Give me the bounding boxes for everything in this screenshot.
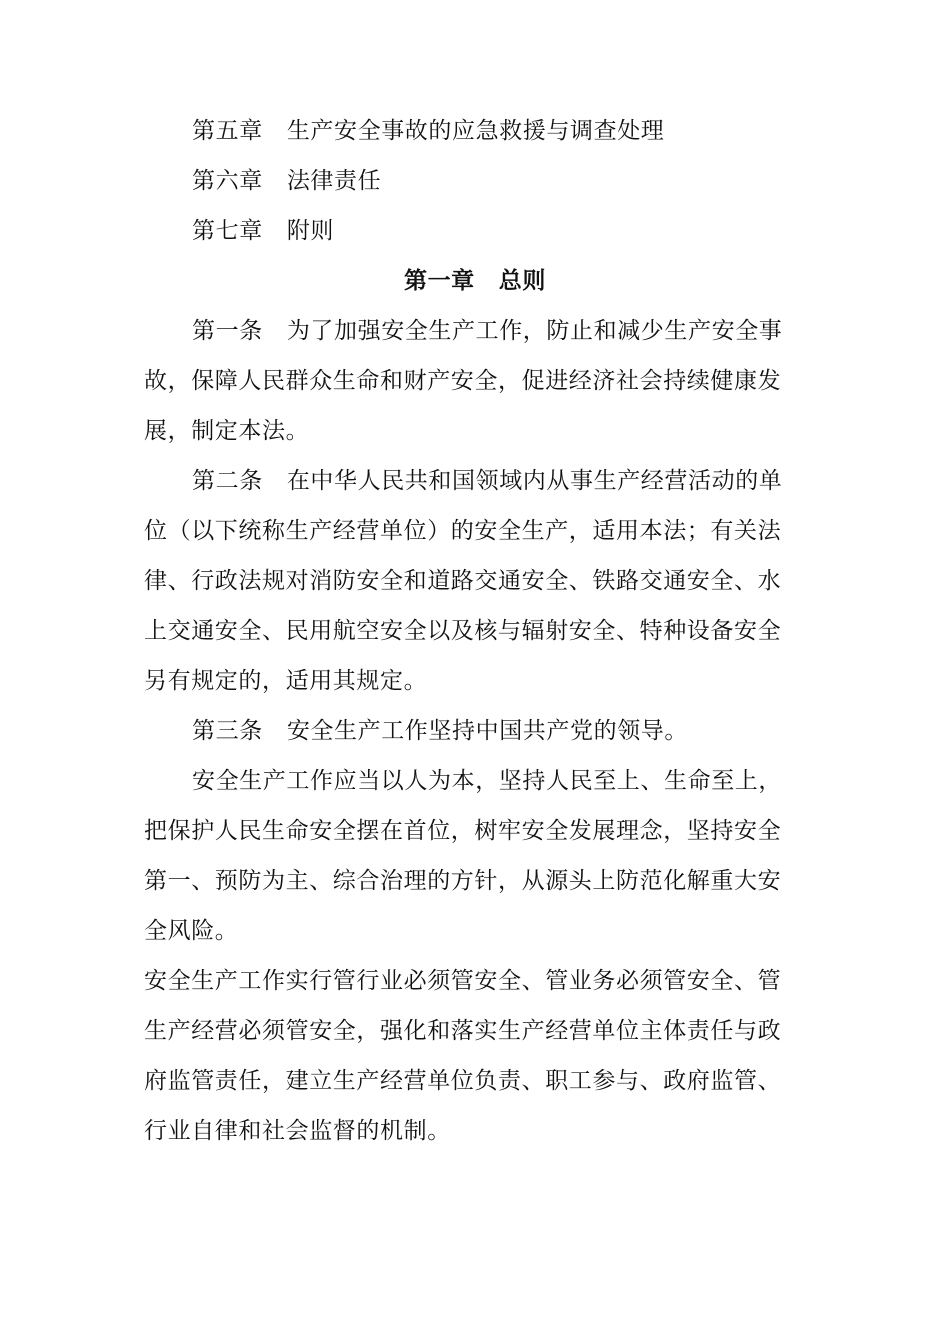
paragraph-a-line-2: 把保护人民生命安全摆在首位，树牢安全发展理念，坚持安全 [144, 818, 782, 844]
article-label: 第一条 [192, 318, 263, 344]
article-label: 第三条 [192, 718, 263, 744]
article-2-line-1 [192, 466, 782, 496]
toc-chapter-title: 附则 [286, 218, 335, 244]
article-3-line-1 [192, 716, 688, 746]
chapter-heading-label: 第一章 [403, 268, 475, 294]
article-label: 第二条 [192, 468, 263, 494]
toc-line-chapter-7 [192, 216, 334, 246]
paragraph-b-line-2: 生产经营必须管安全，强化和落实生产经营单位主体责任与政 [144, 1018, 782, 1044]
article-2-line-5: 另有规定的，适用其规定。 [144, 668, 428, 694]
article-1-line-2: 故，保障人民群众生命和财产安全，促进经济社会持续健康发 [144, 368, 782, 394]
toc-line-chapter-5 [192, 116, 664, 146]
paragraph-a-line-4: 全风险。 [144, 918, 239, 944]
article-2-line-3: 律、行政法规对消防安全和道路交通安全、铁路交通安全、水 [144, 568, 782, 594]
chapter-heading [0, 266, 950, 296]
chapter-heading-title: 总则 [498, 268, 546, 294]
paragraph-a-line-3: 第一、预防为主、综合治理的方针，从源头上防范化解重大安 [144, 868, 782, 894]
paragraph-b-line-4: 行业自律和社会监督的机制。 [144, 1118, 451, 1144]
article-2-line-4: 上交通安全、民用航空安全以及核与辐射安全、特种设备安全 [144, 618, 782, 644]
article-1-line-3: 展，制定本法。 [144, 418, 310, 444]
toc-chapter-label: 第六章 [192, 168, 263, 194]
toc-line-chapter-6 [192, 166, 381, 196]
toc-chapter-label: 第七章 [192, 218, 263, 244]
toc-chapter-title: 法律责任 [286, 168, 382, 194]
toc-chapter-title: 生产安全事故的应急救援与调查处理 [286, 118, 665, 144]
paragraph-a-line-1: 安全生产工作应当以人为本，坚持人民至上、生命至上， [192, 768, 782, 794]
article-2-line-2: 位（以下统称生产经营单位）的安全生产，适用本法；有关法 [144, 518, 782, 544]
paragraph-b-line-1: 安全生产工作实行管行业必须管安全、管业务必须管安全、管 [144, 968, 782, 994]
article-text: 在中华人民共和国领域内从事生产经营活动的单 [286, 468, 783, 494]
toc-chapter-label: 第五章 [192, 118, 263, 144]
article-text: 为了加强安全生产工作，防止和减少生产安全事 [286, 318, 783, 344]
paragraph-b-line-3: 府监管责任，建立生产经营单位负责、职工参与、政府监管、 [144, 1068, 782, 1094]
article-text: 安全生产工作坚持中国共产党的领导。 [286, 718, 689, 744]
article-1-line-1 [192, 316, 782, 346]
